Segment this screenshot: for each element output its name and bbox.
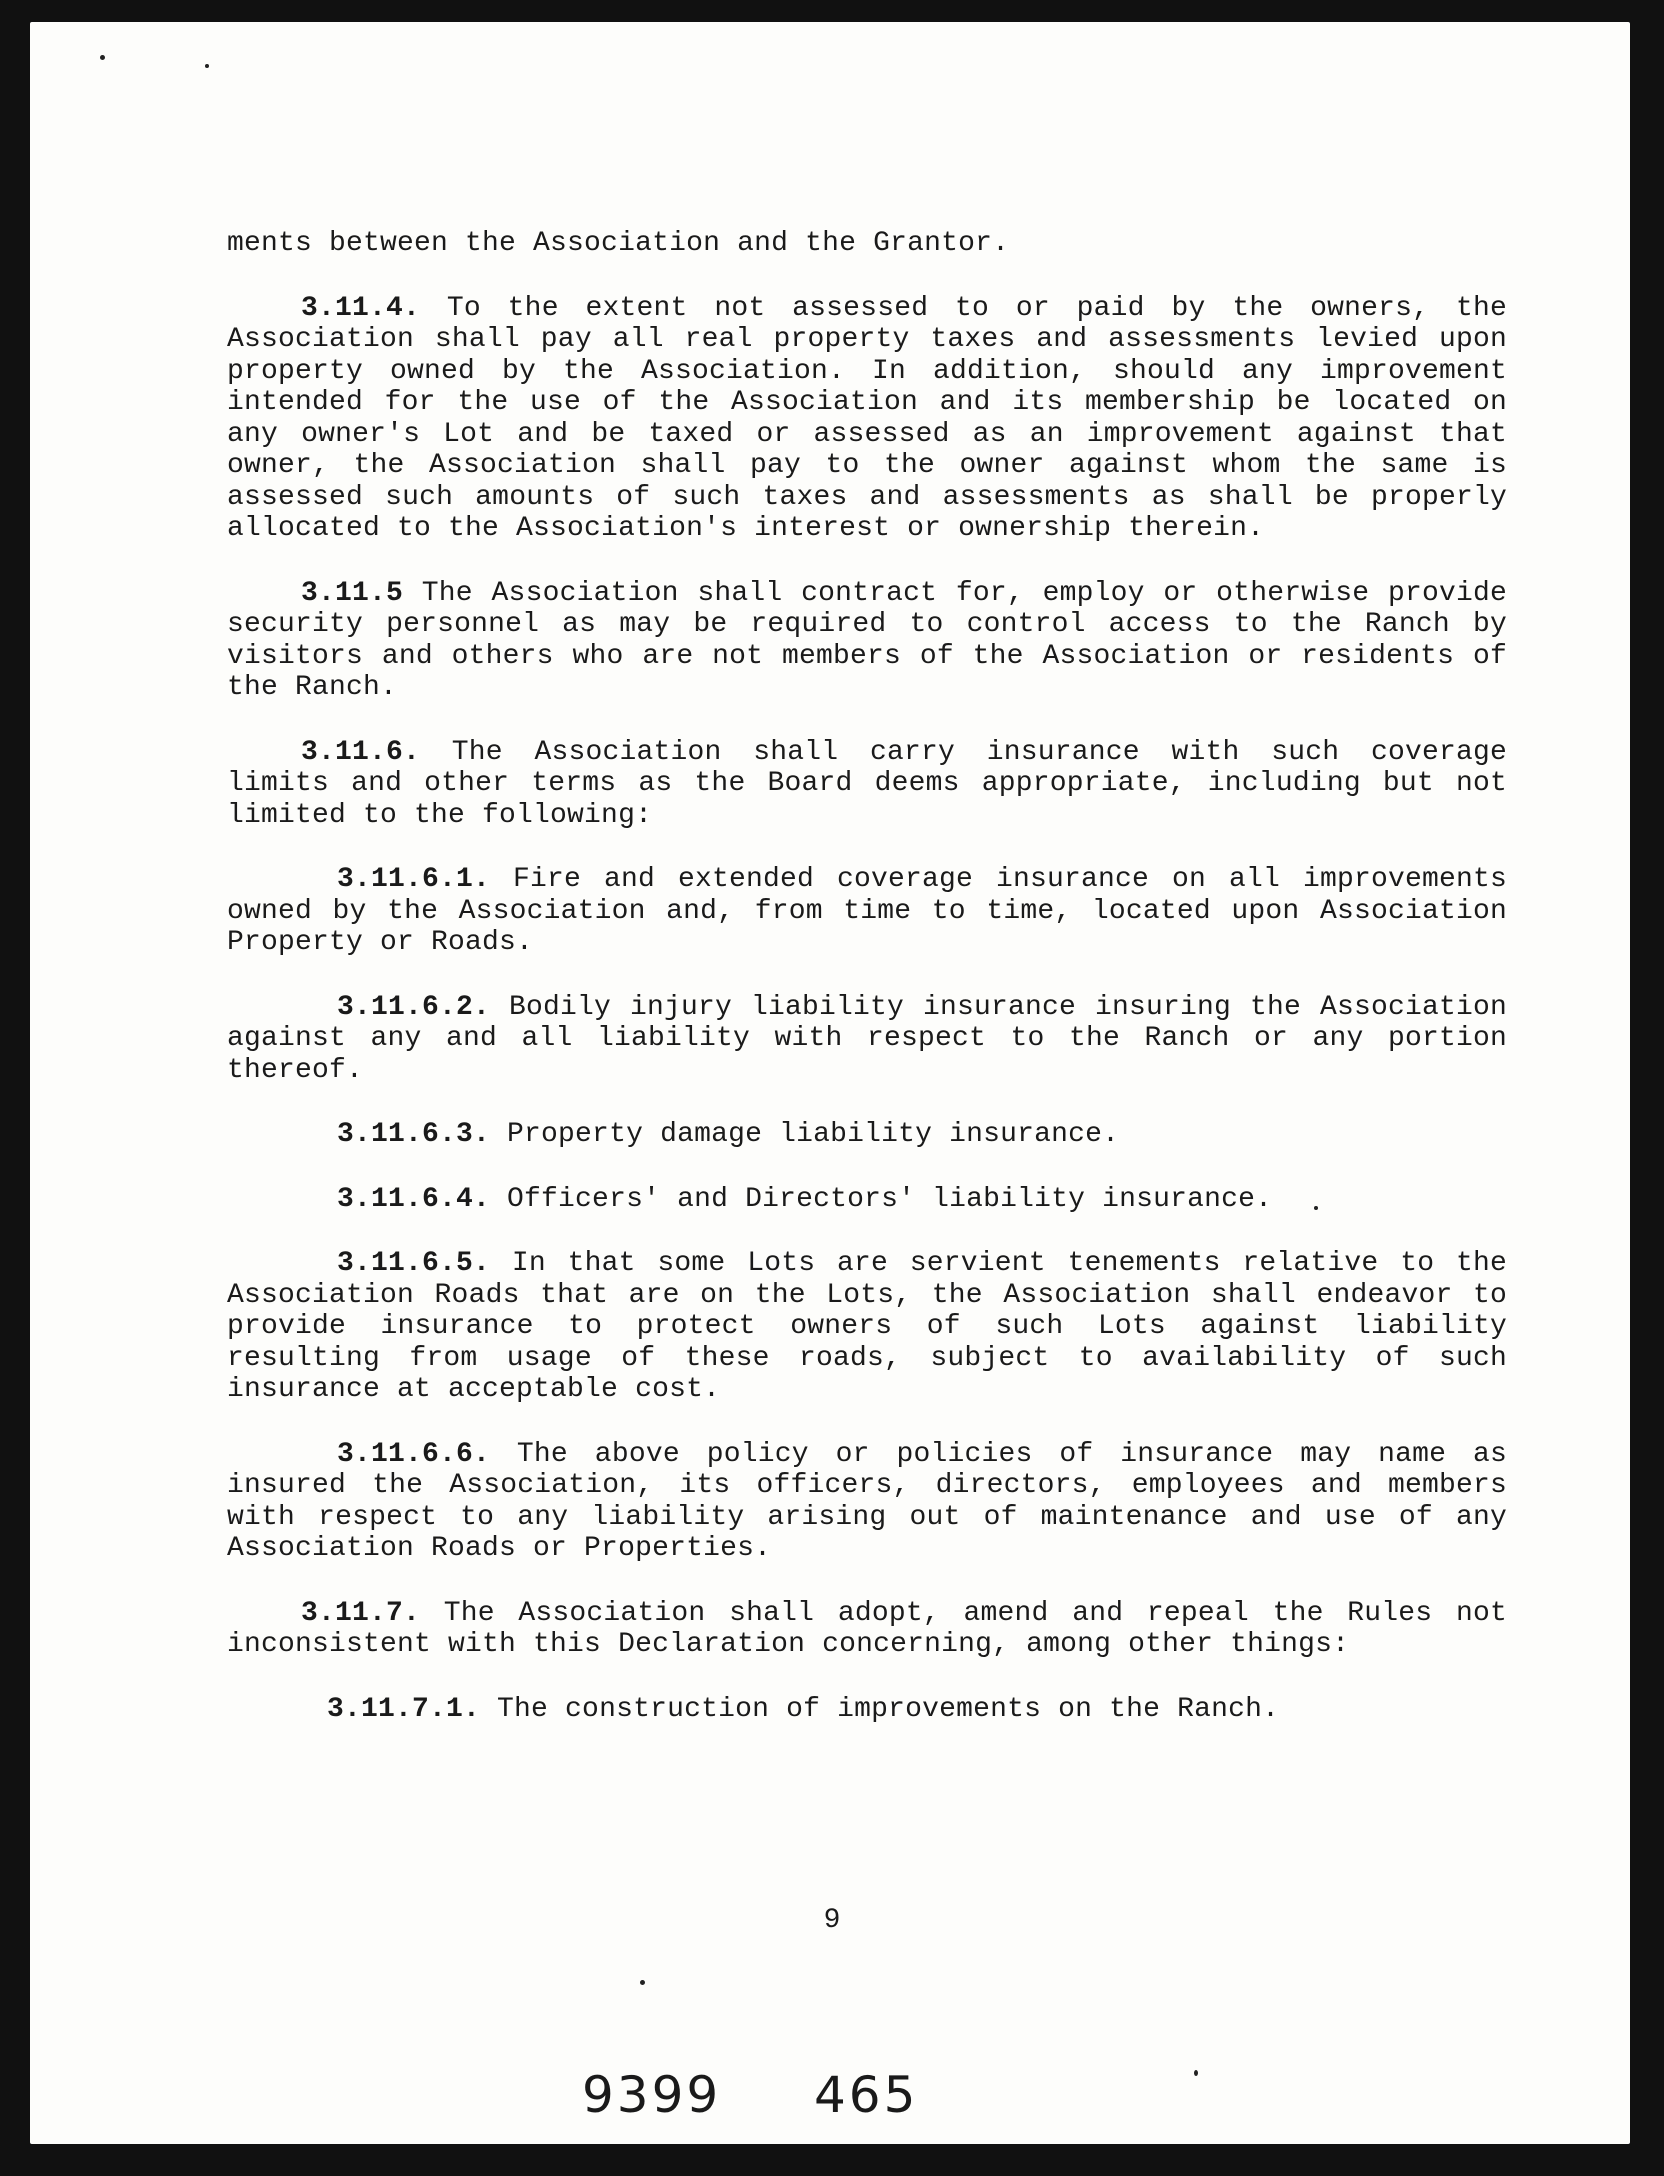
section-number: 3.11.6.1. xyxy=(337,864,491,895)
section-number: 3.11.6.6. xyxy=(337,1438,491,1470)
paragraph-text: The Association shall adopt, amend and repeal the Rules not inconsistent with this Declaration concerning, among other things: xyxy=(227,1597,1507,1660)
paragraph-3-11-4 xyxy=(227,293,1507,545)
section-number: 3.11.7. xyxy=(301,1597,421,1629)
paragraph-3-11-6-3 xyxy=(227,1119,1507,1151)
paragraph-3-11-6-1 xyxy=(227,864,1507,959)
scan-speck xyxy=(1314,1206,1318,1210)
section-number: 3.11.6.4. xyxy=(337,1183,491,1215)
paragraph-text: Bodily injury liability insurance insuring the Association against any and all liability with respect to the Ranch or any portion thereof. xyxy=(227,991,1507,1086)
paragraph-text: ments between the Association and the Grantor. xyxy=(227,228,1010,259)
scan-speck xyxy=(100,55,105,60)
paragraph-text: The construction of improvements on the Ranch. xyxy=(497,1693,1280,1725)
paragraph-text: Fire and extended coverage insurance on all improvements owned by the Association and, from time to time, located upon Association Property or Roads. xyxy=(227,864,1507,958)
paragraph-3-11-6-5 xyxy=(227,1248,1507,1406)
paragraph-text: In that some Lots are servient tenements relative to the Association Roads that are on the Lots, the Association shall endeavor to provide insurance to protect owners of such Lots against liability resulting from usage of these roads, subject to availability of such insurance at acceptable cost. xyxy=(227,1248,1507,1405)
paragraph-text: The Association shall contract for, employ or otherwise provide security personnel as may be required to control access to the Ranch by visitors and others who are not members of the Association or residents of the Ranch. xyxy=(227,577,1507,703)
document-body xyxy=(227,228,1507,1758)
section-number: 3.11.4. xyxy=(301,292,421,324)
paragraph-3-11-6-6 xyxy=(227,1439,1507,1565)
page-number: 9 xyxy=(823,1905,841,1936)
paragraph-3-11-6 xyxy=(227,737,1507,832)
section-number: 3.11.6.3. xyxy=(337,1119,491,1150)
section-number: 3.11.6. xyxy=(301,736,421,768)
paragraph-3-11-6-4 xyxy=(227,1184,1507,1216)
scan-speck xyxy=(640,1980,645,1985)
scan-speck xyxy=(205,64,209,68)
paragraph-3-11-6-2 xyxy=(227,992,1507,1087)
paragraph-continuation xyxy=(227,228,1507,260)
paragraph-text: The Association shall carry insurance with such coverage limits and other terms as the Board deems appropriate, including but not limited to the following: xyxy=(227,736,1507,831)
recording-stamp-page: 465 xyxy=(814,2066,919,2124)
section-number: 3.11.6.5. xyxy=(337,1248,491,1279)
section-number: 3.11.6.2. xyxy=(337,991,491,1023)
recording-stamp-book: 9399 xyxy=(582,2066,722,2124)
paragraph-text: Officers' and Directors' liability insurance. xyxy=(507,1183,1273,1215)
paragraph-text: To the extent not assessed to or paid by the owners, the Association shall pay all real property taxes and assessments levied upon property owned by the Association. In addition, should any improvement intended for the use of the Association and its membership be located on any owner's Lot and be taxed or assessed as an improvement against that owner, the Association shall pay to the owner against whom the same is assessed such amounts of such taxes and assessments as shall be properly allocated to the Association's interest or ownership therein. xyxy=(227,292,1507,544)
paragraph-3-11-7-1 xyxy=(227,1694,1507,1726)
paragraph-3-11-7 xyxy=(227,1598,1507,1661)
paragraph-text: The above policy or policies of insurance may name as insured the Association, its officers, directors, employees and members with respect to any liability arising out of maintenance and use of any Association Roads or Properties. xyxy=(227,1438,1507,1564)
paragraph-text: Property damage liability insurance. xyxy=(507,1119,1120,1150)
section-number: 3.11.7.1. xyxy=(327,1693,481,1725)
scan-speck xyxy=(1194,2070,1198,2076)
section-number: 3.11.5 xyxy=(301,577,404,609)
paragraph-3-11-5 xyxy=(227,578,1507,704)
